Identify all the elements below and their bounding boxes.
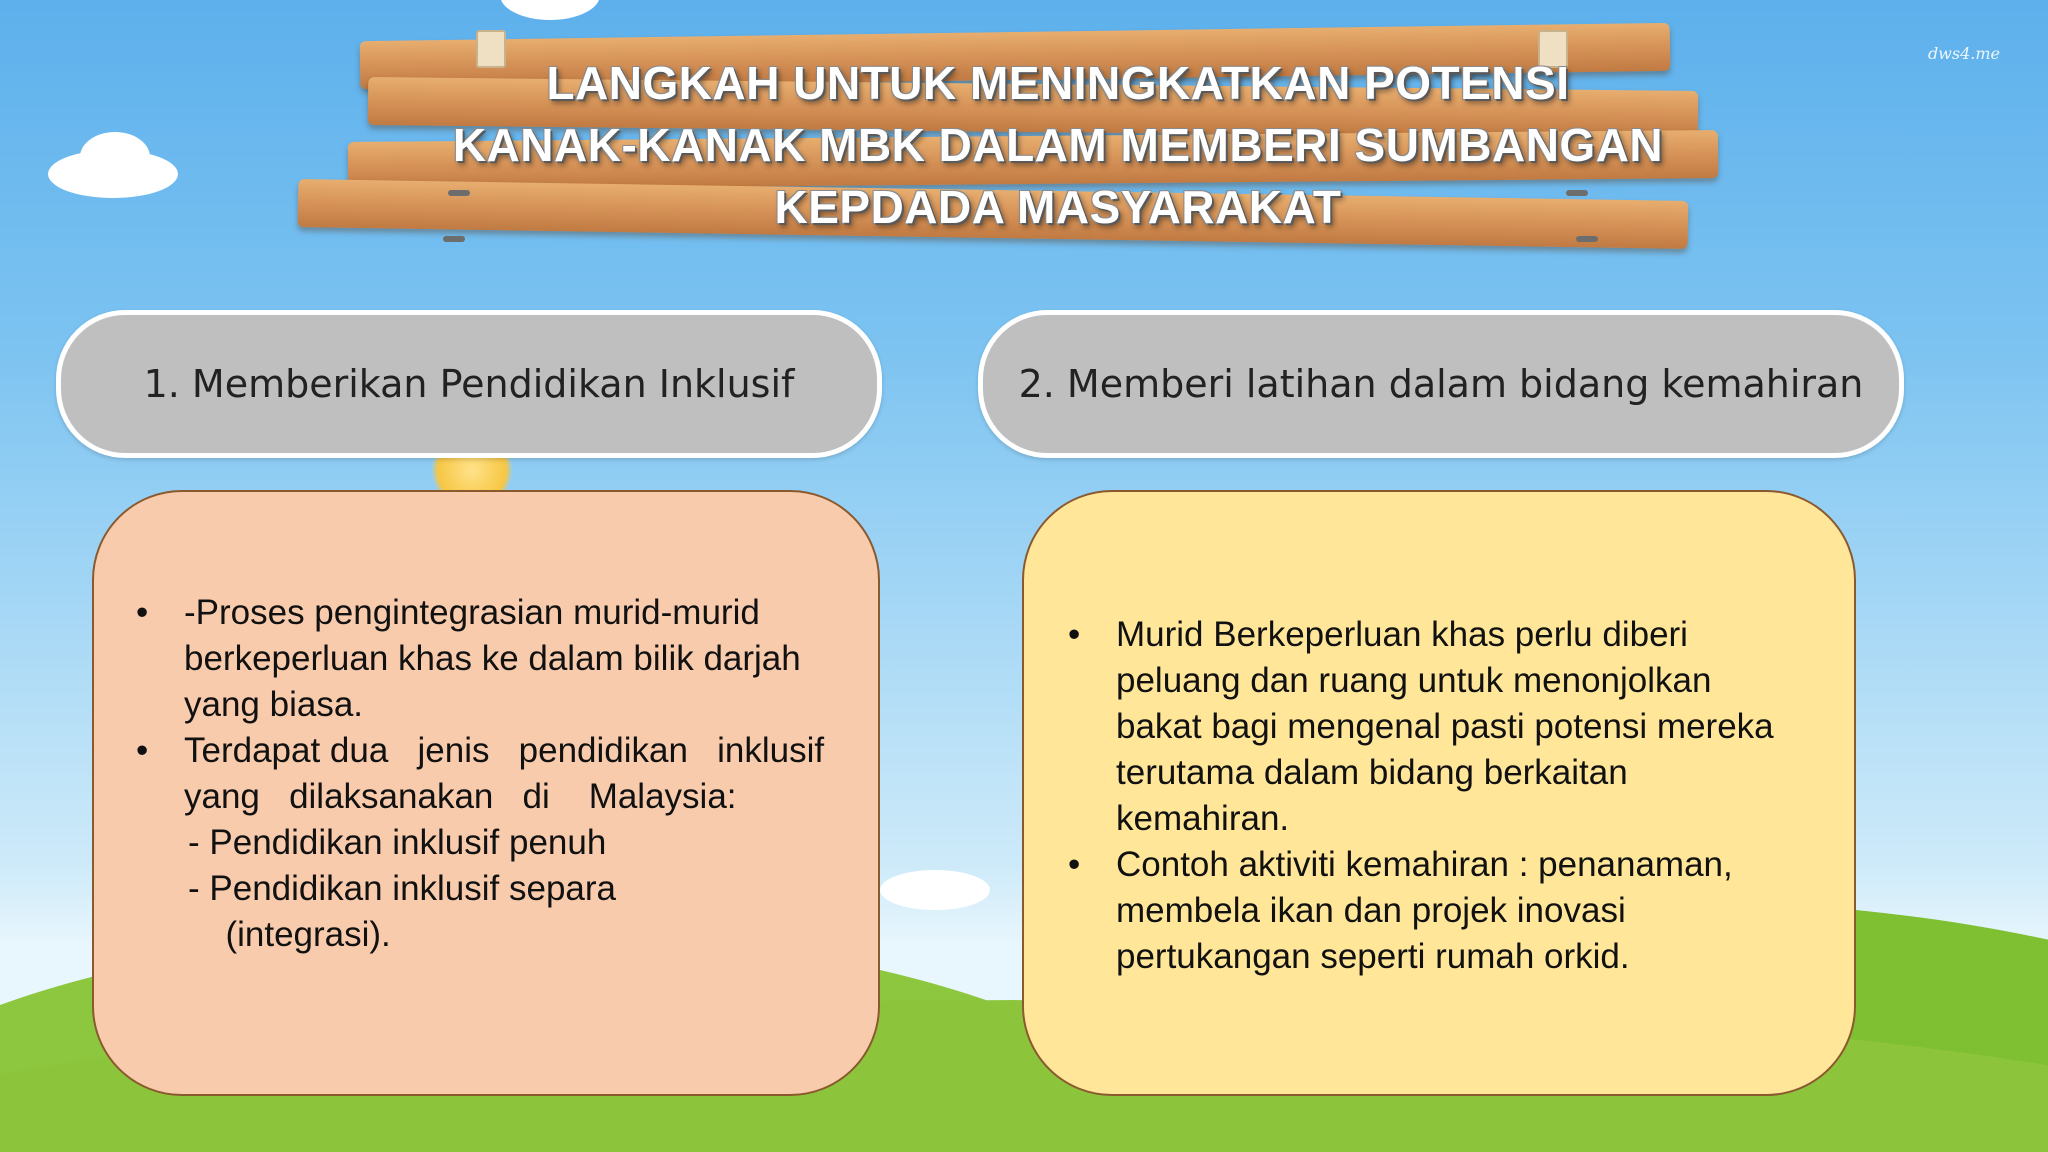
sub-item: (integrasi). [206,915,391,954]
bullet-icon: • [1068,615,1081,654]
list-item-line: terutama dalam bidang berkaitan [1116,753,1628,792]
list-item-line: membela ikan dan projek inovasi [1116,891,1626,930]
bullet-list-left [136,590,856,958]
bullet-icon: • [136,731,149,770]
bullet-icon: • [136,593,149,632]
list-item-line: berkeperluan khas ke dalam bilik darjah [184,639,801,678]
list-item-line: kemahiran. [1116,799,1290,838]
sub-item: - Pendidikan inklusif separa [188,869,617,908]
list-item-line: Murid Berkeperluan khas perlu diberi [1116,615,1688,654]
slide-title [298,52,1818,238]
list-item-line: bakat bagi mengenal pasti potensi mereka [1116,707,1774,746]
heading-left-text: 1. Memberikan Pendidikan Inklusif [143,362,795,406]
list-item-line: Contoh aktiviti kemahiran : penanaman, [1116,845,1733,884]
list-item [136,590,856,728]
cloud-right-low [880,870,990,910]
list-item [136,728,856,958]
bullet-icon: • [1068,845,1081,884]
heading-pill-left [56,310,882,458]
list-item-line: peluang dan ruang untuk menonjolkan [1116,661,1712,700]
content-card-left [92,490,880,1096]
title-line-3: KEPDADA MASYARAKAT [774,181,1342,233]
title-line-2: KANAK-KANAK MBK DALAM MEMBERI SUMBANGAN [452,119,1664,171]
content-card-right [1022,490,1856,1096]
list-item [1068,612,1828,842]
sub-item: - Pendidikan inklusif penuh [188,823,607,862]
list-item-line: yang dilaksanakan di Malaysia: [184,777,737,816]
heading-right-text: 2. Memberi latihan dalam bidang kemahiran [1018,362,1864,406]
list-item-line: -Proses pengintegrasian murid-murid [184,593,760,632]
list-item [1068,842,1828,980]
cloud-top [500,0,600,20]
heading-pill-right [978,310,1904,458]
cloud-left-puff [80,132,150,182]
watermark: dws4.me [1927,44,2000,63]
list-item-line: Terdapat dua jenis pendidikan inklusif [184,731,825,770]
list-item-line: pertukangan seperti rumah orkid. [1116,937,1630,976]
list-item-line: yang biasa. [184,685,364,724]
title-line-1: LANGKAH UNTUK MENINGKATKAN POTENSI [546,57,1570,109]
bullet-list-right [1068,612,1828,980]
